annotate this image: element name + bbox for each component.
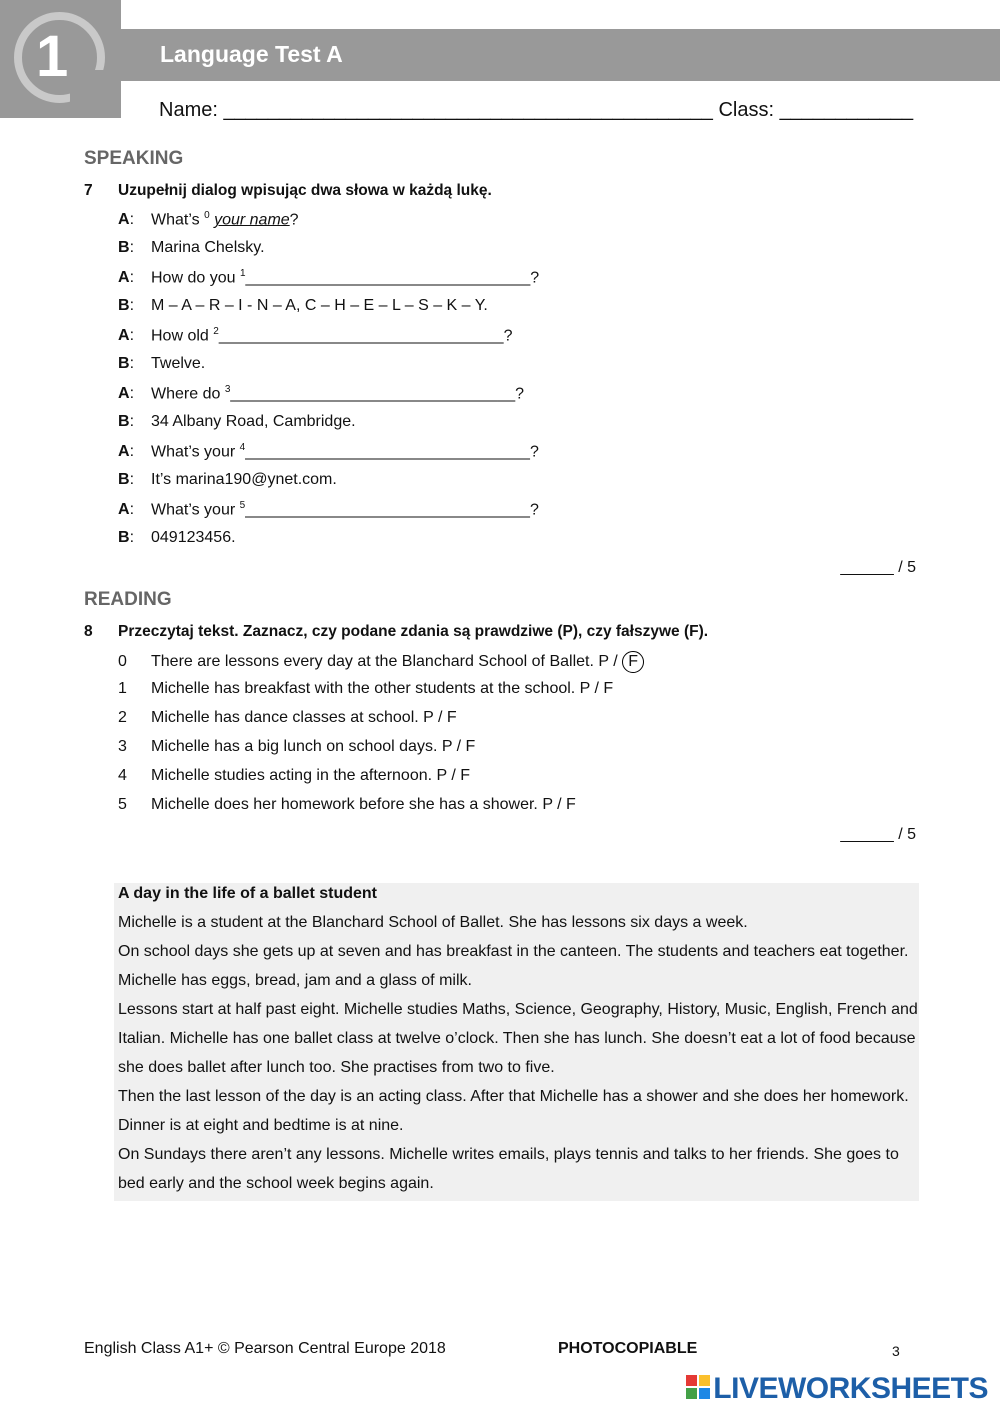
class-label: Class: (718, 99, 775, 121)
answer-blank[interactable]: ________________________________ (218, 327, 504, 345)
dialog-punctuation: ? (530, 269, 540, 287)
dialog-text: Where do (151, 385, 225, 403)
dialog-punctuation: ? (529, 443, 539, 461)
statement-number: 1 (118, 680, 127, 697)
instruction-text: Uzupełnij dialog wpisując dwa słowa w każdą lukę. (118, 182, 492, 199)
dialog-text: How do you (151, 269, 240, 287)
reading-passage (114, 883, 919, 1201)
example-answer: your name (214, 211, 290, 229)
speaking-score[interactable]: ______ / 5 (840, 559, 916, 576)
passage-title: A day in the life of a ballet student (118, 885, 377, 902)
dialog-text: 34 Albany Road, Cambridge. (151, 413, 356, 430)
statement-number: 0 (118, 653, 127, 670)
gap-number: 3 (224, 384, 231, 395)
dialog-line (118, 355, 205, 373)
statement-item (118, 796, 576, 814)
dialog-text: Twelve. (151, 355, 206, 372)
class-field[interactable]: ____________ (779, 99, 914, 121)
speaking-heading: SPEAKING (84, 148, 184, 169)
statement-text[interactable]: Michelle studies acting in the afternoon. P / F (151, 767, 470, 784)
dialog-line (118, 268, 539, 287)
reading-heading: READING (84, 589, 172, 610)
gap-number: 0 (204, 210, 210, 221)
statement-item (118, 651, 644, 673)
dialog-text: It’s marina190@ynet.com. (151, 471, 337, 488)
name-label: Name: (159, 99, 218, 121)
answer-blank[interactable]: ________________________________ (230, 385, 516, 403)
dialog-punctuation: ? (515, 385, 525, 403)
dialog-line (118, 413, 356, 431)
speaker-label: A: (118, 443, 135, 461)
name-class-row (159, 99, 913, 122)
task-number: 7 (84, 182, 93, 199)
statement-item (118, 738, 475, 756)
statement-number: 5 (118, 796, 127, 813)
footer-copyright: English Class A1+ © Pearson Central Europe 2018 (84, 1340, 446, 1357)
passage-paragraph: On school days she gets up at seven and has breakfast in the canteen. The students and teachers eat together. Michelle has eggs, bread, jam and a glass of milk. (118, 943, 909, 989)
footer-photocopiable: PHOTOCOPIABLE (558, 1340, 698, 1357)
speaker-label: A: (118, 501, 135, 519)
answer-blank[interactable]: ________________________________ (245, 443, 530, 461)
dialog-line (118, 326, 512, 345)
reading-score[interactable]: ______ / 5 (840, 826, 916, 843)
liveworksheets-icon (686, 1375, 710, 1399)
speaker-label: B: (118, 471, 135, 488)
task-8-instruction (84, 623, 708, 641)
dialog-line (118, 529, 236, 547)
gap-number: 1 (239, 268, 246, 279)
speaker-label: B: (118, 529, 135, 546)
statement-number: 2 (118, 709, 127, 726)
dialog-line (118, 442, 539, 461)
dialog-text: M – A – R – I - N – A, C – H – E – L – S – K – Y. (151, 297, 488, 314)
task-7-instruction (84, 182, 492, 200)
unit-number: 1 (36, 24, 69, 89)
speaker-label: A: (118, 327, 135, 345)
speaker-label: B: (118, 355, 135, 372)
passage-paragraph: Lessons start at half past eight. Michelle studies Maths, Science, Geography, History, Music, English, French and Italian. Michelle has one ballet class at twelve o’clock. Then she has lunch. She doesn’t eat a lot of food because she does ballet after lunch too. She practises from two to five. (118, 1001, 918, 1076)
passage-paragraph: Then the last lesson of the day is an acting class. After that Michelle has a shower and she does her homework. Dinner is at eight and bedtime is at nine. (118, 1088, 909, 1134)
statement-text[interactable]: Michelle has dance classes at school. P / F (151, 709, 457, 726)
dialog-line (118, 239, 265, 257)
page-number: 3 (892, 1343, 900, 1359)
speaker-label: B: (118, 413, 135, 430)
statement-number: 4 (118, 767, 127, 784)
statement-text[interactable]: There are lessons every day at the Blanchard School of Ballet. P / (151, 653, 623, 670)
dialog-text: Marina Chelsky. (151, 239, 265, 256)
statement-text[interactable]: Michelle does her homework before she has a shower. P / F (151, 796, 576, 813)
speaker-label: A: (118, 385, 135, 403)
speaker-label: B: (118, 239, 135, 256)
unit-badge (0, 0, 121, 118)
passage-paragraph: Michelle is a student at the Blanchard School of Ballet. She has lessons six days a week. (118, 914, 748, 931)
gap-number: 2 (213, 326, 219, 337)
gap-number: 5 (239, 500, 246, 511)
dialog-punctuation: ? (289, 211, 299, 229)
answer-blank[interactable]: ________________________________ (245, 501, 530, 519)
dialog-text: How old (151, 327, 214, 345)
statement-text[interactable]: Michelle has a big lunch on school days. P / F (151, 738, 476, 755)
page-title: Language Test A (160, 41, 343, 67)
statement-number: 3 (118, 738, 127, 755)
speaker-label: A: (118, 211, 135, 229)
dialog-punctuation: ? (503, 327, 513, 345)
dialog-text: What’s your (151, 443, 240, 461)
speaker-label: A: (118, 269, 135, 287)
statement-item (118, 680, 613, 698)
speaker-label: B: (118, 297, 135, 314)
passage-paragraph: On Sundays there aren’t any lessons. Michelle writes emails, plays tennis and talks to her friends. She goes to bed early and the school week begins again. (118, 1146, 899, 1192)
task-number: 8 (84, 623, 93, 640)
dialog-punctuation: ? (529, 501, 539, 519)
statement-item (118, 767, 470, 785)
dialog-text: What’s (151, 211, 205, 229)
gap-number: 4 (239, 442, 246, 453)
logo-text: LIVEWORKSHEETS (713, 1372, 988, 1405)
liveworksheets-logo[interactable] (686, 1372, 988, 1406)
instruction-text: Przeczytaj tekst. Zaznacz, czy podane zdania są prawdziwe (P), czy fałszywe (F). (118, 623, 709, 640)
circled-answer: F (622, 651, 644, 673)
name-field[interactable]: ____________________________________________ (223, 99, 713, 121)
answer-blank[interactable]: ________________________________ (245, 269, 531, 287)
dialog-line (118, 297, 488, 315)
statement-item (118, 709, 457, 727)
dialog-text: 049123456. (151, 529, 236, 546)
dialog-line (118, 384, 524, 403)
dialog-line (118, 500, 539, 519)
dialog-line (118, 471, 337, 489)
dialog-line (118, 210, 299, 229)
title-bar (121, 29, 1000, 81)
dialog-text: What’s your (151, 501, 240, 519)
statement-text[interactable]: Michelle has breakfast with the other students at the school. P / F (151, 680, 614, 697)
